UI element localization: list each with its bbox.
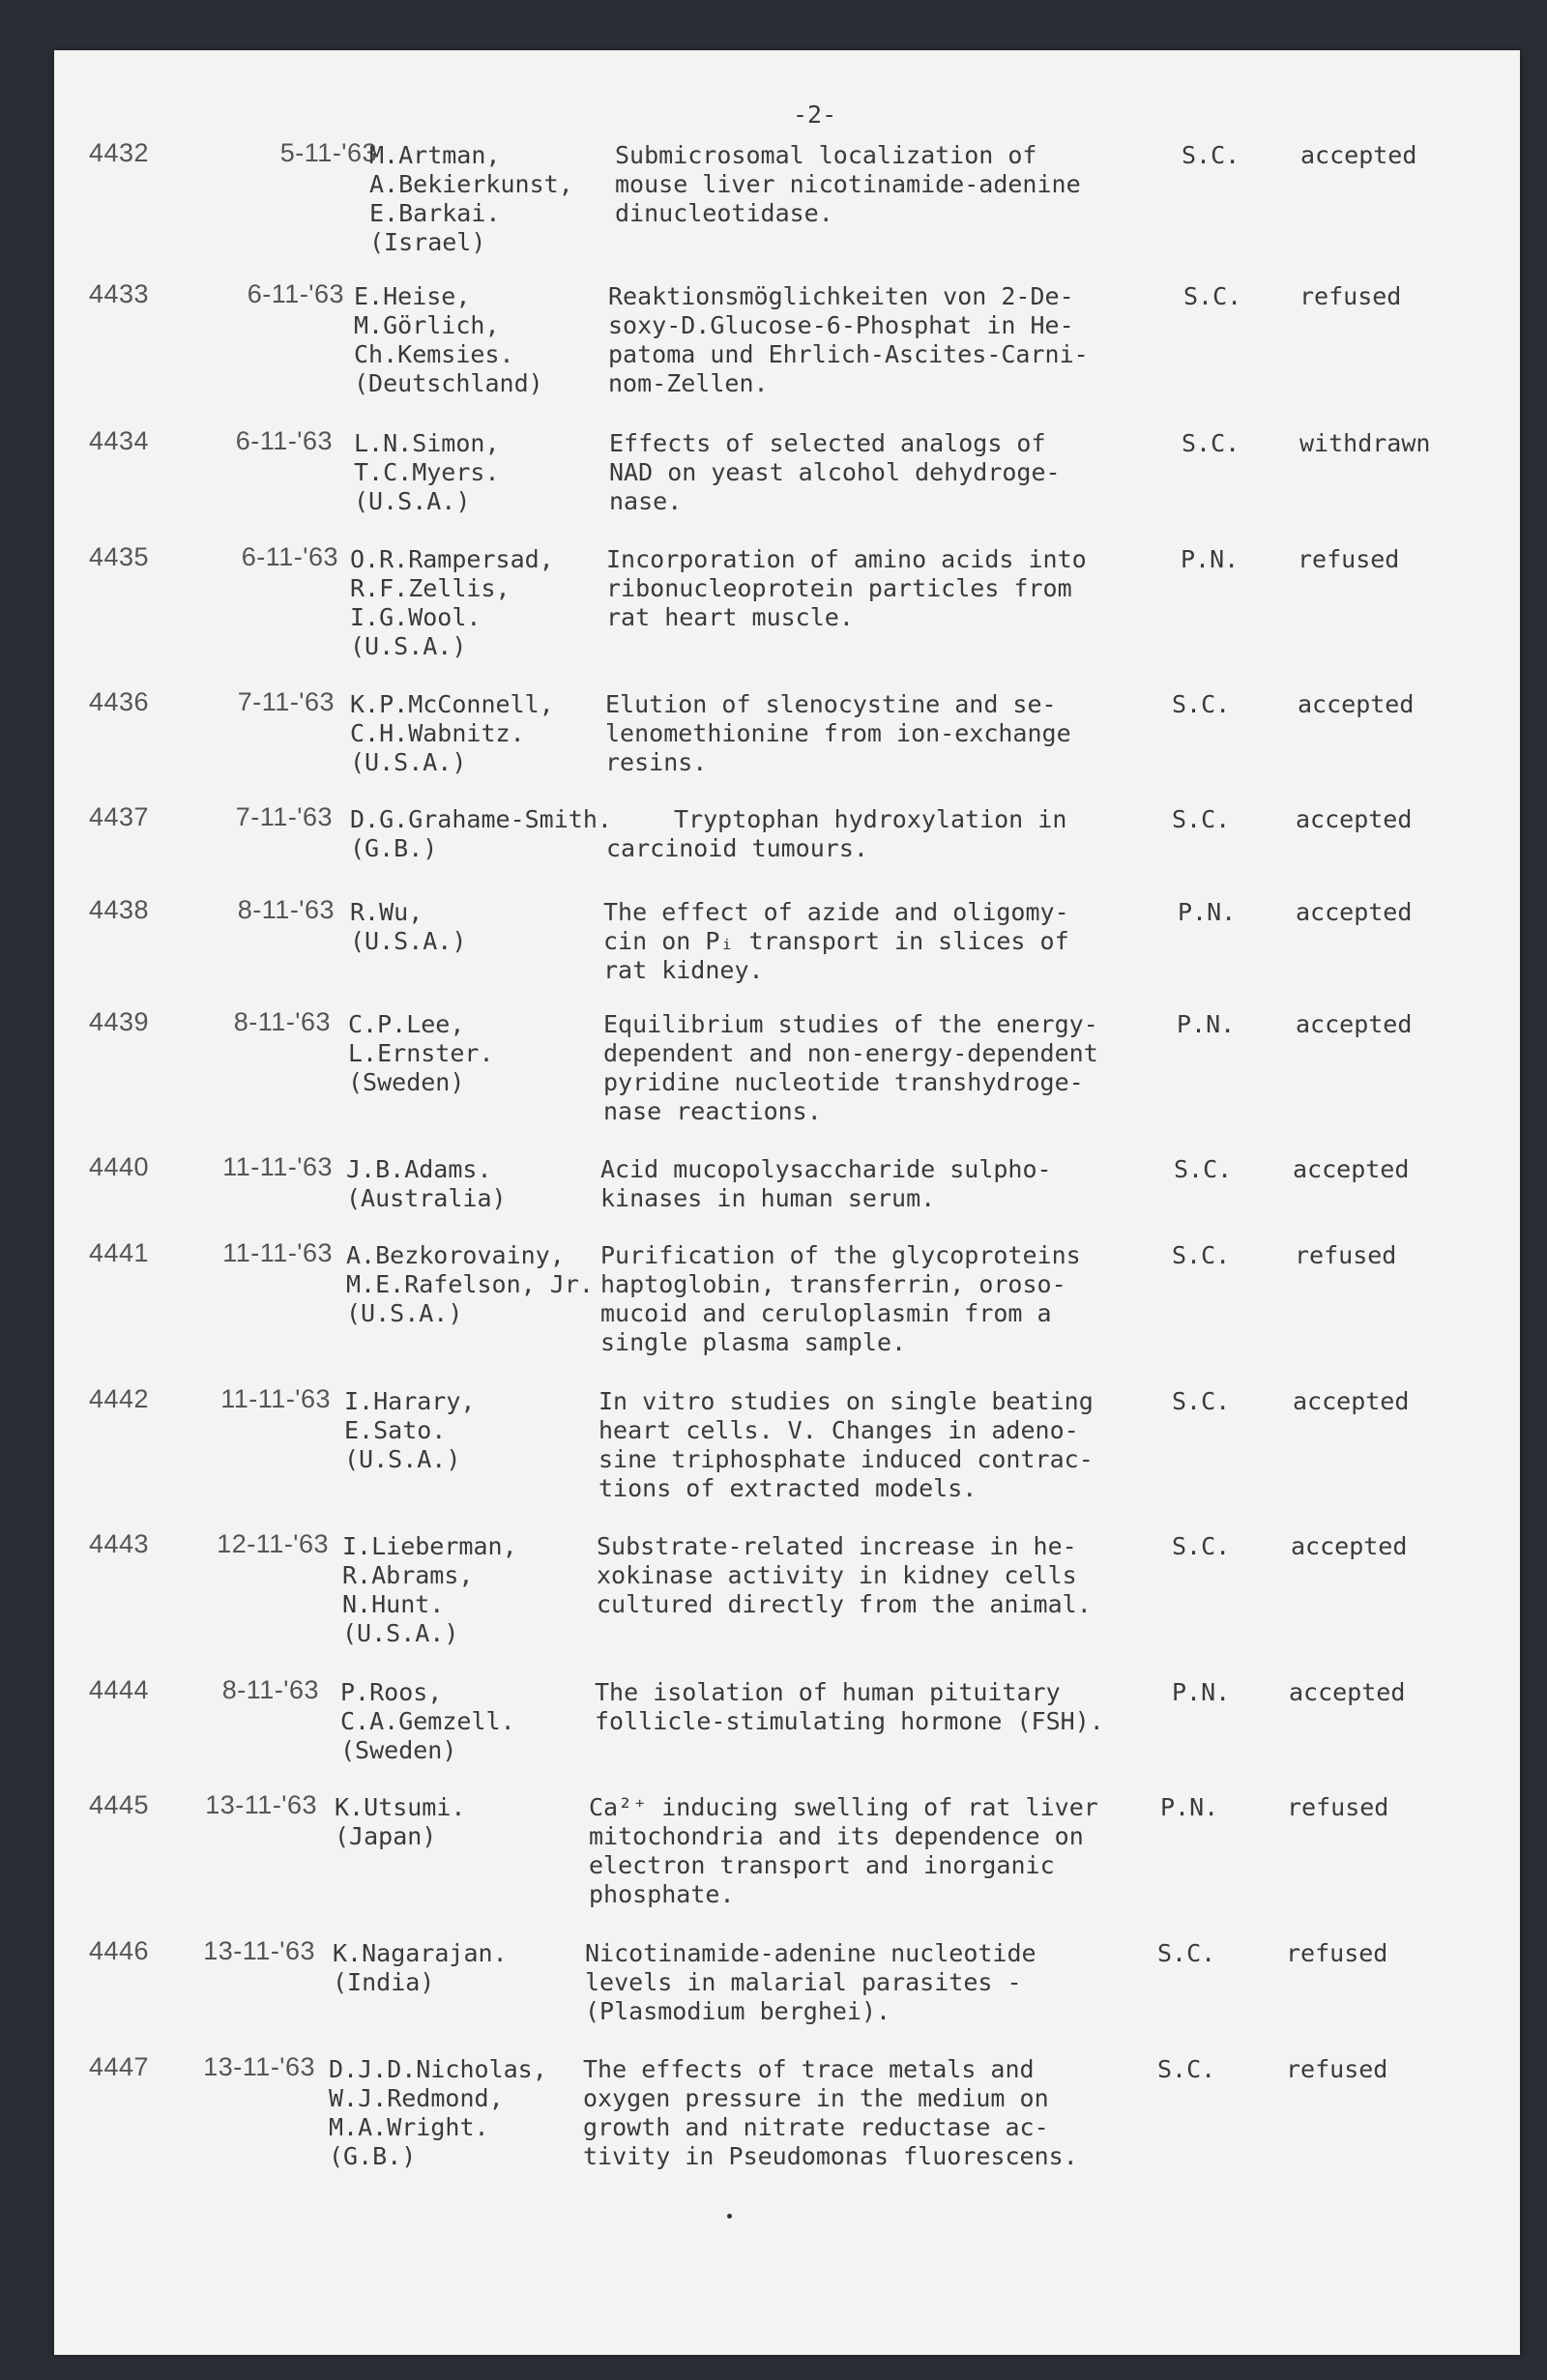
title-line: nase. — [609, 487, 683, 515]
author-line: C.P.Lee, — [348, 1010, 465, 1038]
entry-status: refused — [1286, 1939, 1388, 1967]
author-line: (Australia) — [346, 1184, 507, 1212]
author-line: M.Artman, — [369, 141, 501, 169]
entry-title — [605, 690, 1071, 777]
title-line: (Plasmodium berghei). — [585, 1997, 891, 2025]
entry-authors — [342, 1532, 517, 1648]
author-line: E.Barkai. — [369, 199, 501, 227]
entry-authors — [354, 429, 500, 516]
title-line: cin on Pᵢ transport in slices of — [603, 927, 1069, 955]
entry-authors — [348, 1010, 494, 1097]
entry-section: S.C. — [1157, 2055, 1216, 2083]
entry-authors — [346, 1155, 507, 1213]
author-line: E.Sato. — [344, 1416, 447, 1444]
author-line: (Japan) — [335, 1822, 437, 1850]
title-line: The effects of trace metals and — [583, 2055, 1035, 2083]
page-mark — [727, 2214, 732, 2219]
entry-number: 4443 — [89, 1529, 150, 1558]
entry-status: refused — [1286, 2055, 1388, 2083]
title-line: heart cells. V. Changes in adeno- — [598, 1416, 1079, 1444]
entry-title — [589, 1793, 1098, 1909]
entry-status: accepted — [1291, 1532, 1408, 1560]
entry-title — [608, 282, 1089, 398]
entry-section: P.N. — [1160, 1793, 1219, 1821]
entry-number: 4435 — [89, 542, 150, 571]
author-line: I.Harary, — [344, 1387, 476, 1415]
entry-status: accepted — [1296, 805, 1413, 833]
title-line: Equilibrium studies of the energy- — [603, 1010, 1098, 1038]
author-line: I.Lieberman, — [342, 1532, 517, 1560]
title-line: Purification of the glycoproteins — [600, 1241, 1081, 1269]
entry-section: S.C. — [1172, 1532, 1231, 1560]
entry-date: 8-11-'63 — [233, 1007, 331, 1036]
title-line: Nicotinamide-adenine nucleotide — [585, 1939, 1036, 1967]
entry-authors — [350, 805, 612, 863]
author-line: M.Görlich, — [354, 311, 500, 339]
title-line: patoma und Ehrlich-Ascites-Carni- — [608, 340, 1089, 368]
entry-authors — [329, 2055, 547, 2171]
author-line: M.E.Rafelson, Jr. — [346, 1270, 594, 1298]
title-line: rat heart muscle. — [606, 603, 854, 631]
entry-date: 11-11-'63 — [220, 1384, 331, 1413]
title-line: Submicrosomal localization of — [615, 141, 1037, 169]
title-line: Incorporation of amino acids into — [606, 545, 1087, 573]
entry-number: 4432 — [89, 138, 150, 167]
author-line: (Deutschland) — [354, 369, 543, 397]
entry-section: S.C. — [1172, 805, 1231, 833]
entry-section: S.C. — [1183, 282, 1242, 310]
title-line: The effect of azide and oligomy- — [603, 898, 1069, 926]
author-line: R.F.Zellis, — [350, 574, 511, 602]
entry-authors — [350, 898, 466, 956]
entry-date: 13-11-'63 — [203, 1936, 315, 1965]
entry-number: 4436 — [89, 687, 150, 716]
entry-date: 8-11-'63 — [237, 895, 335, 924]
title-line: NAD on yeast alcohol dehydroge- — [609, 458, 1061, 486]
title-line: lenomethionine from ion-exchange — [605, 719, 1071, 747]
author-line: (U.S.A.) — [350, 927, 467, 955]
entry-date: 7-11-'63 — [237, 687, 335, 716]
entry-section: S.C. — [1182, 141, 1241, 169]
title-line: rat kidney. — [603, 956, 764, 984]
entry-status: refused — [1299, 282, 1402, 310]
entry-title — [603, 898, 1069, 985]
title-line: nom-Zellen. — [608, 369, 769, 397]
title-line: follicle-stimulating hormone (FSH). — [595, 1707, 1104, 1735]
title-line: mouse liver nicotinamide-adenine — [615, 170, 1081, 198]
author-line: (U.S.A.) — [346, 1299, 463, 1327]
entry-date: 8-11-'63 — [221, 1675, 319, 1704]
title-line: tivity in Pseudomonas fluorescens. — [583, 2142, 1078, 2170]
entry-number: 4433 — [89, 279, 150, 308]
entry-number: 4447 — [89, 2052, 150, 2081]
entry-authors — [350, 690, 554, 777]
author-line: K.P.McConnell, — [350, 690, 554, 718]
entry-section: S.C. — [1182, 429, 1241, 457]
entry-date: 12-11-'63 — [217, 1529, 329, 1558]
title-line: carcinoid tumours. — [606, 834, 868, 862]
author-line: Ch.Kemsies. — [354, 340, 514, 368]
author-line: D.J.D.Nicholas, — [329, 2055, 547, 2083]
entry-status: refused — [1298, 545, 1400, 573]
entry-section: S.C. — [1172, 690, 1231, 718]
entry-status: accepted — [1298, 690, 1415, 718]
entry-date: 7-11-'63 — [235, 802, 333, 831]
author-line: P.Roos, — [340, 1678, 443, 1706]
entry-number: 4439 — [89, 1007, 150, 1036]
author-line: (India) — [333, 1968, 435, 1996]
entry-date: 13-11-'63 — [203, 2052, 315, 2081]
title-line: soxy-D.Glucose-6-Phosphat in He- — [608, 311, 1074, 339]
entry-section: S.C. — [1172, 1241, 1231, 1269]
entry-title — [598, 1387, 1094, 1503]
author-line: (U.S.A.) — [350, 632, 467, 660]
page-number: -2- — [793, 101, 837, 129]
entry-date: 5-11-'63 — [279, 138, 377, 167]
entry-date: 6-11-'63 — [235, 426, 333, 455]
entry-authors — [346, 1241, 594, 1328]
entry-title — [597, 1532, 1092, 1619]
entry-date: 6-11-'63 — [247, 279, 344, 308]
title-line: dependent and non-energy-dependent — [603, 1039, 1098, 1067]
entry-status: accepted — [1289, 1678, 1406, 1706]
title-line: phosphate. — [589, 1880, 735, 1908]
title-line: resins. — [605, 748, 708, 776]
author-line: O.R.Rampersad, — [350, 545, 554, 573]
title-line: nase reactions. — [603, 1097, 822, 1125]
author-line: (Sweden) — [340, 1736, 457, 1764]
entry-number: 4434 — [89, 426, 150, 455]
author-line: C.A.Gemzell. — [340, 1707, 515, 1735]
title-line: cultured directly from the animal. — [597, 1590, 1092, 1618]
entry-title — [606, 545, 1087, 632]
entry-section: P.N. — [1177, 1010, 1236, 1038]
title-line: Effects of selected analogs of — [609, 429, 1046, 457]
title-line: pyridine nucleotide transhydroge- — [603, 1068, 1084, 1096]
author-line: N.Hunt. — [342, 1590, 445, 1618]
title-line: Ca²⁺ inducing swelling of rat liver — [589, 1793, 1098, 1821]
title-line: Elution of slenocystine and se- — [605, 690, 1057, 718]
author-line: D.G.Grahame-Smith. — [350, 805, 612, 833]
entry-status: accepted — [1296, 898, 1413, 926]
title-line: Substrate-related increase in he- — [597, 1532, 1077, 1560]
entry-status: accepted — [1300, 141, 1417, 169]
author-line: (Israel) — [369, 228, 486, 256]
author-line: (U.S.A.) — [342, 1619, 459, 1647]
entry-number: 4446 — [89, 1936, 150, 1965]
entry-number: 4440 — [89, 1152, 150, 1181]
entry-status: refused — [1295, 1241, 1397, 1269]
entry-section: S.C. — [1174, 1155, 1233, 1183]
entry-authors — [344, 1387, 475, 1474]
entry-date: 13-11-'63 — [205, 1790, 317, 1819]
author-line: L.N.Simon, — [354, 429, 500, 457]
entry-section: P.N. — [1178, 898, 1237, 926]
entry-date: 11-11-'63 — [222, 1152, 333, 1181]
entry-title — [583, 2055, 1078, 2171]
entry-number: 4445 — [89, 1790, 150, 1819]
title-line: In vitro studies on single beating — [598, 1387, 1094, 1415]
entry-title — [615, 141, 1081, 228]
title-line: tions of extracted models. — [598, 1474, 978, 1502]
entry-number: 4437 — [89, 802, 150, 831]
entry-title — [595, 1678, 1104, 1736]
entry-title — [606, 805, 1067, 863]
author-line: C.H.Wabnitz. — [350, 719, 525, 747]
entry-section: P.N. — [1181, 545, 1240, 573]
author-line: A.Bekierkunst, — [369, 170, 573, 198]
title-line: levels in malarial parasites - — [585, 1968, 1022, 1996]
author-line: (G.B.) — [329, 2142, 417, 2170]
title-line: The isolation of human pituitary — [595, 1678, 1061, 1706]
author-line: J.B.Adams. — [346, 1155, 492, 1183]
title-line: single plasma sample. — [600, 1328, 907, 1356]
author-line: L.Ernster. — [348, 1039, 494, 1067]
author-line: T.C.Myers. — [354, 458, 500, 486]
entry-number: 4441 — [89, 1238, 150, 1267]
entry-status: accepted — [1293, 1387, 1410, 1415]
author-line: R.Wu, — [350, 898, 423, 926]
entry-title — [609, 429, 1061, 516]
title-line: mitochondria and its dependence on — [589, 1822, 1084, 1850]
title-line: mucoid and ceruloplasmin from a — [600, 1299, 1052, 1327]
entry-authors — [369, 141, 573, 257]
author-line: A.Bezkorovainy, — [346, 1241, 565, 1269]
author-line: I.G.Wool. — [350, 603, 482, 631]
entry-authors — [335, 1793, 465, 1851]
entry-authors — [333, 1939, 508, 1997]
entry-title — [600, 1241, 1081, 1357]
entry-date: 6-11-'63 — [241, 542, 338, 571]
title-line: Reaktionsmöglichkeiten von 2-De- — [608, 282, 1074, 310]
entry-status: accepted — [1293, 1155, 1410, 1183]
author-line: (U.S.A.) — [354, 487, 471, 515]
author-line: M.A.Wright. — [329, 2113, 489, 2141]
entry-date: 11-11-'63 — [222, 1238, 333, 1267]
title-line: Acid mucopolysaccharide sulpho- — [600, 1155, 1052, 1183]
author-line: (U.S.A.) — [350, 748, 467, 776]
entry-authors — [354, 282, 543, 398]
entry-number: 4438 — [89, 895, 150, 924]
entry-section: S.C. — [1172, 1387, 1231, 1415]
entry-status: refused — [1287, 1793, 1389, 1821]
entry-title — [603, 1010, 1098, 1126]
title-line: sine triphosphate induced contrac- — [598, 1445, 1094, 1473]
entry-number: 4442 — [89, 1384, 150, 1413]
entry-title — [600, 1155, 1052, 1213]
title-line: xokinase activity in kidney cells — [597, 1561, 1077, 1589]
title-line: ribonucleoprotein particles from — [606, 574, 1072, 602]
entry-title — [585, 1939, 1036, 2026]
author-line: (G.B.) — [350, 834, 438, 862]
author-line: K.Utsumi. — [335, 1793, 466, 1821]
title-line: dinucleotidase. — [615, 199, 833, 227]
entry-authors — [350, 545, 554, 661]
author-line: K.Nagarajan. — [333, 1939, 508, 1967]
title-line: electron transport and inorganic — [589, 1851, 1055, 1879]
entry-number: 4444 — [89, 1675, 150, 1704]
entry-status: withdrawn — [1299, 429, 1431, 457]
author-line: W.J.Redmond, — [329, 2084, 504, 2112]
title-line: Tryptophan hydroxylation in — [674, 805, 1067, 833]
entry-authors — [340, 1678, 515, 1765]
entry-section: S.C. — [1157, 1939, 1216, 1967]
title-line: growth and nitrate reductase ac- — [583, 2113, 1049, 2141]
title-line: oxygen pressure in the medium on — [583, 2084, 1049, 2112]
author-line: E.Heise, — [354, 282, 471, 310]
author-line: R.Abrams, — [342, 1561, 474, 1589]
title-line: haptoglobin, transferrin, oroso- — [600, 1270, 1066, 1298]
entry-status: accepted — [1296, 1010, 1413, 1038]
title-line: kinases in human serum. — [600, 1184, 936, 1212]
author-line: (U.S.A.) — [344, 1445, 461, 1473]
author-line: (Sweden) — [348, 1068, 465, 1096]
entry-section: P.N. — [1172, 1678, 1231, 1706]
